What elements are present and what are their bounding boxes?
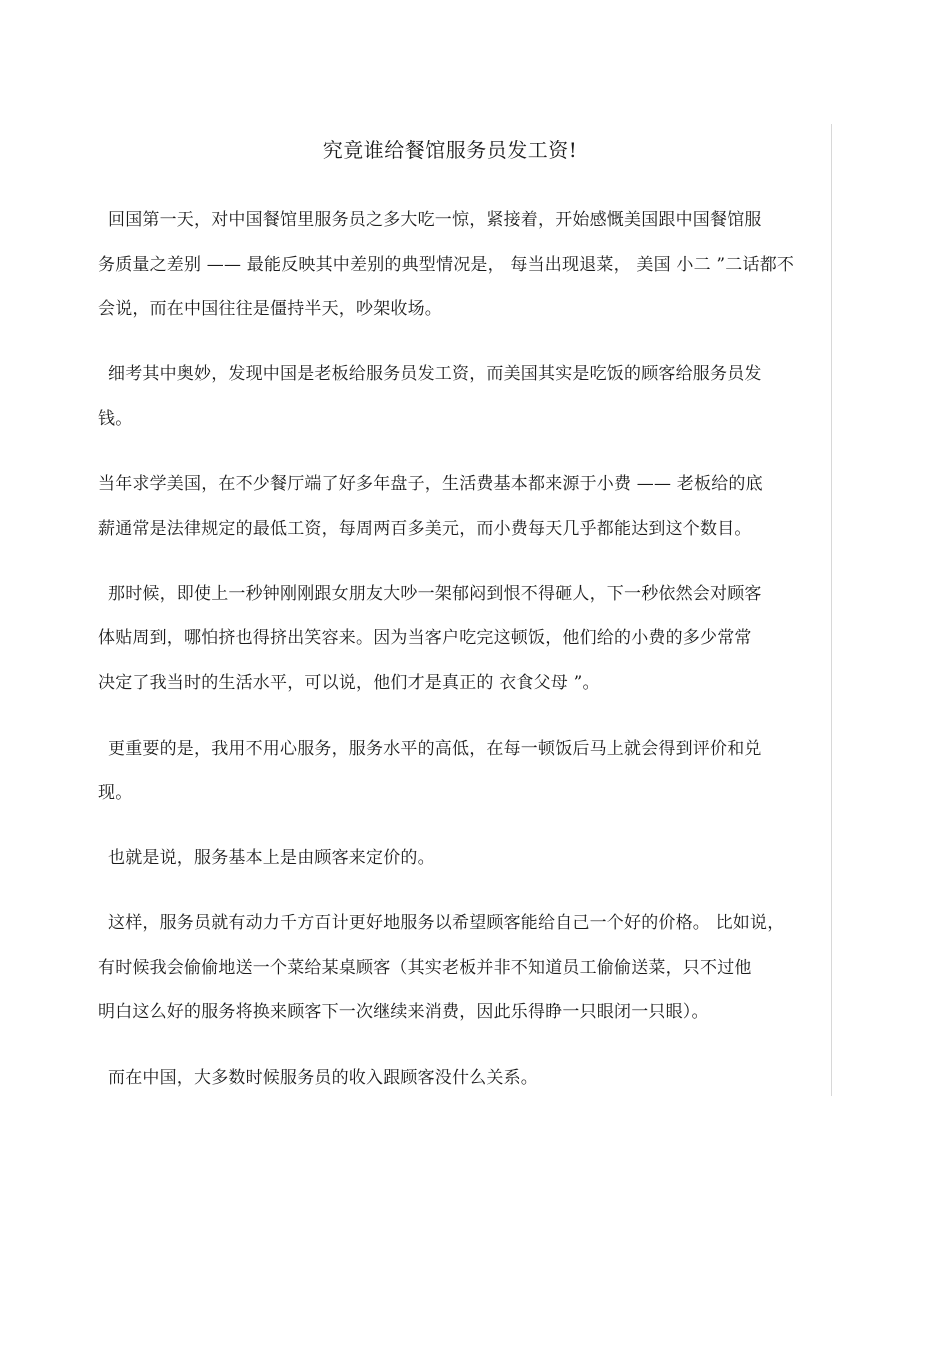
- paragraph-1-line-2: 务质量之差别 —— 最能反映其中差别的典型情况是， 每当出现退菜， 美国 小二 ”二话都不: [98, 255, 795, 275]
- paragraph-6-line-1: 也就是说，服务基本上是由顾客来定价的。: [108, 848, 435, 868]
- right-margin-rule: [831, 124, 832, 1096]
- paragraph-3-line-1: 当年求学美国，在不少餐厅端了好多年盘子，生活费基本都来源于小费 —— 老板给的底: [98, 474, 763, 494]
- paragraph-5-line-2: 现。: [98, 783, 133, 803]
- paragraph-4-line-3: 决定了我当时的生活水平，可以说，他们才是真正的 衣食父母 ”。: [98, 673, 600, 693]
- paragraph-1-line-1: 回国第一天，对中国餐馆里服务员之多大吃一惊，紧接着，开始感慨美国跟中国餐馆服: [108, 210, 762, 230]
- paragraph-7-line-3: 明白这么好的服务将换来顾客下一次继续来消费，因此乐得睁一只眼闭一只眼）。: [98, 1002, 709, 1022]
- paragraph-7-line-2: 有时候我会偷偷地送一个菜给某桌顾客（其实老板并非不知道员工偷偷送菜，只不过他: [98, 958, 752, 978]
- document-title: 究竟谁给餐馆服务员发工资!: [322, 138, 578, 162]
- paragraph-1-line-3: 会说，而在中国往往是僵持半天，吵架收场。: [98, 299, 442, 319]
- paragraph-4-line-2: 体贴周到，哪怕挤也得挤出笑容来。因为当客户吃完这顿饭，他们给的小费的多少常常: [98, 628, 752, 648]
- paragraph-4-line-1: 那时候，即使上一秒钟刚刚跟女朋友大吵一架郁闷到恨不得砸人，下一秒依然会对顾客: [108, 584, 762, 604]
- paragraph-5-line-1: 更重要的是，我用不用心服务，服务水平的高低，在每一顿饭后马上就会得到评价和兑: [108, 739, 762, 759]
- paragraph-2-line-1: 细考其中奥妙，发现中国是老板给服务员发工资，而美国其实是吃饭的顾客给服务员发: [108, 364, 762, 384]
- paragraph-7-line-1: 这样，服务员就有动力千方百计更好地服务以希望顾客能给自己一个好的价格。 比如说，: [108, 913, 785, 933]
- paragraph-8-line-1: 而在中国，大多数时候服务员的收入跟顾客没什么关系。: [108, 1068, 538, 1088]
- paragraph-2-line-2: 钱。: [98, 409, 133, 429]
- paragraph-3-line-2: 薪通常是法律规定的最低工资，每周两百多美元，而小费每天几乎都能达到这个数目。: [98, 519, 752, 539]
